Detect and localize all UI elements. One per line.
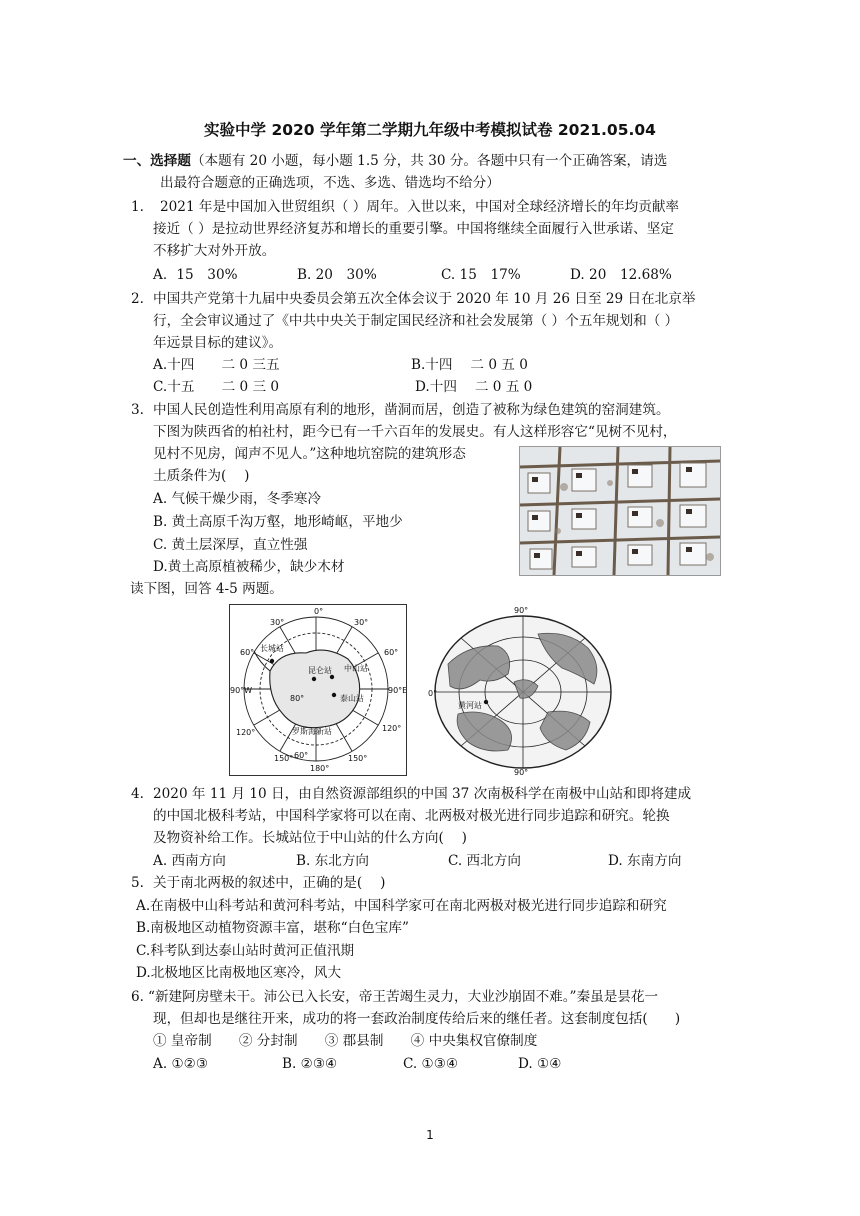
map-label: 120° xyxy=(236,728,256,737)
q4-line: 的中国北极科考站，中国科学家将可以在南、北两极对极光进行同步追踪和研究。轮换 xyxy=(153,808,670,824)
page-number: 1 xyxy=(426,1128,434,1142)
q3-option-d: D.黄土高原植被稀少，缺少木材 xyxy=(153,559,345,575)
read-instruction: 读下图，回答 4-5 两题。 xyxy=(130,581,283,597)
q6-option-d: D. ①④ xyxy=(518,1056,562,1072)
map-label: 0° xyxy=(428,689,438,698)
station-label: 长城站 xyxy=(260,644,284,653)
cave-dwelling-photo xyxy=(519,446,721,576)
q4-option-d: D. 东南方向 xyxy=(608,853,682,869)
q3-option-c: C. 黄土层深厚，直立性强 xyxy=(153,537,308,553)
q6-option-c: C. ①③④ xyxy=(403,1056,459,1072)
map-label: 90°E xyxy=(388,686,406,695)
q5-option-c: C.科考队到达泰山站时黄河正值汛期 xyxy=(136,943,355,959)
q4-number: 4. xyxy=(131,786,144,802)
map-label: 60° xyxy=(294,751,309,760)
q4-line: 2020 年 11 月 10 日，由自然资源部组织的中国 37 次南极科学在南极中山站和即将建成 xyxy=(153,786,692,802)
map-label: 90° xyxy=(514,606,529,615)
q5-option-d: D.北极地区比南极地区寒冷，风大 xyxy=(136,965,342,981)
map-label: 60° xyxy=(384,648,399,657)
q1-option-d: D. 20 12.68% xyxy=(570,267,672,283)
station-label: 泰山站 xyxy=(340,694,364,703)
section-desc-line2: 出最符合题意的正确选项，不选、多选、错选均不给分） xyxy=(160,175,500,191)
q4-line: 及物资补给工作。长城站位于中山站的什么方向( ) xyxy=(153,830,467,846)
q2-option-b: B.十四 二 0 五 0 xyxy=(411,357,528,373)
q6-line: 现，但却也是继往开来，成功的将一套政治制度传给后来的继任者。这套制度包括( ) xyxy=(153,1011,681,1027)
q2-option-c: C.十五 二 0 三 0 xyxy=(153,379,280,395)
exam-title: 实验中学 2020 学年第二学期九年级中考模拟试卷 2021.05.04 xyxy=(204,121,656,139)
q6-option-a: A. ①②③ xyxy=(153,1056,209,1072)
q2-line: 行，全会审议通过了《中共中央关于制定国民经济和社会发展第（ ）个五年规划和（ ） xyxy=(153,313,679,329)
q1-number: 1. xyxy=(131,199,144,215)
q3-number: 3. xyxy=(131,402,144,418)
map-label: 90° xyxy=(514,768,529,776)
map-label: 150° xyxy=(274,754,294,763)
q1-option-b: B. 20 30% xyxy=(297,267,377,283)
q4-option-b: B. 东北方向 xyxy=(296,853,370,869)
q5-number: 5. xyxy=(131,875,144,891)
map-label: 80° xyxy=(290,694,305,703)
q3-option-b: B. 黄土高原千沟万壑，地形崎岖，平地少 xyxy=(153,514,403,530)
q5-option-b: B.南极地区动植物资源丰富，堪称“白色宝库” xyxy=(136,920,409,936)
q1-line: 接近（ ）是拉动世界经济复苏和增长的重要引擎。中国将继续全面履行入世承诺、坚定 xyxy=(153,221,674,237)
arctic-map xyxy=(428,604,618,776)
q2-number: 2. xyxy=(131,291,144,307)
q4-option-c: C. 西北方向 xyxy=(448,853,521,869)
section-label: 一、选择题 xyxy=(123,153,191,169)
q2-line: 中国共产党第十九届中央委员会第五次全体会议于 2020 年 10 月 26 日至 29 日在北京举 xyxy=(153,291,696,307)
q1-line: 不移扩大对外开放。 xyxy=(153,243,276,259)
q6-line: “新建阿房壁未干。沛公已入长安，帝王苦竭生灵力，大业沙崩固不难。”秦虽是昙花一 xyxy=(148,989,659,1005)
q5-stem: 关于南北两极的叙述中，正确的是( ) xyxy=(153,875,386,891)
station-label: 黄河站 xyxy=(458,701,482,710)
antarctic-map xyxy=(229,604,407,776)
map-label: 120° xyxy=(382,724,402,733)
map-label: 180° xyxy=(310,764,330,773)
q2-option-d: D.十四 二 0 五 0 xyxy=(415,379,533,395)
q3-option-a: A. 气候干燥少雨，冬季寒冷 xyxy=(153,491,321,507)
q3-line: 中国人民创造性利用高原有利的地形，凿洞而居，创造了被称为绿色建筑的窑洞建筑。 xyxy=(153,402,670,418)
station-label: 罗斯海新站 xyxy=(292,727,332,736)
q1-line: 2021 年是中国加入世贸组织（ ）周年。入世以来，中国对全球经济增长的年均贡献率 xyxy=(160,199,680,215)
station-label: 昆仑站 xyxy=(308,666,332,675)
q1-option-c: C. 15 17% xyxy=(441,267,521,283)
map-label: 60° xyxy=(240,648,255,657)
q3-line: 见村不见房，闻声不见人。”这种地坑窑院的建筑形态 xyxy=(153,446,466,462)
station-label: 中山站 xyxy=(344,664,368,673)
q4-option-a: A. 西南方向 xyxy=(153,853,226,869)
section-heading xyxy=(123,152,667,170)
q5-option-a: A.在南极中山科考站和黄河科考站，中国科学家可在南北两极对极光进行同步追踪和研究 xyxy=(136,898,667,914)
q2-option-a: A.十四 二 0 三五 xyxy=(153,357,280,373)
map-label: 30° xyxy=(354,618,369,627)
map-label: 90°W xyxy=(230,686,253,695)
q2-line: 年远景目标的建议》。 xyxy=(153,335,283,351)
map-label: 150° xyxy=(348,754,368,763)
map-label: 30° xyxy=(270,618,285,627)
section-desc-line1: （本题有 20 小题，每小题 1.5 分，共 30 分。各题中只有一个正确答案，请选 xyxy=(190,153,668,169)
q6-option-b: B. ②③④ xyxy=(282,1056,338,1072)
q3-line: 下图为陕西省的柏社村，距今已有一千六百年的发展史。有人这样形容它“见树不见村， xyxy=(153,424,677,440)
q3-line: 土质条件为( ) xyxy=(153,468,250,484)
q6-number: 6. xyxy=(131,989,144,1005)
q1-option-a: A．15 30% xyxy=(153,267,238,283)
q6-items: ① 皇帝制 ② 分封制 ③ 郡县制 ④ 中央集权官僚制度 xyxy=(153,1033,538,1049)
map-label: 0° xyxy=(314,607,324,616)
